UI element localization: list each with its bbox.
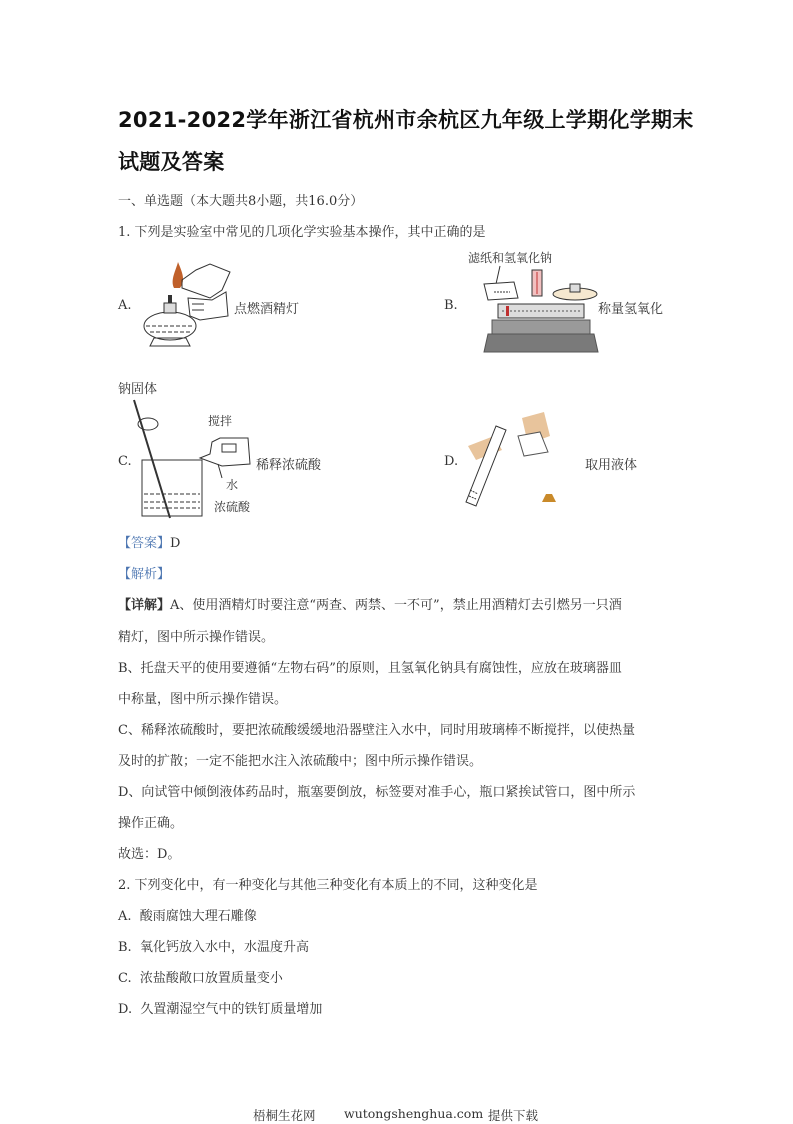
q1-option-b-label: B. (444, 298, 458, 313)
q2-option-b-text: 氧化钙放入水中，水温度升高 (139, 940, 309, 955)
explanation-line-4: 中称量，图中所示操作错误。 (118, 692, 288, 707)
q2-option-a (118, 905, 257, 924)
question-2-stem: 2. 下列变化中，有一种变化与其他三种变化有本质上的不同，这种变化是 (118, 878, 538, 893)
document-title-line2: 试题及答案 (118, 150, 225, 174)
q1-option-a-caption: 点燃酒精灯 (234, 302, 300, 317)
explanation-line-6: 及时的扩散；一定不能把水注入浓硫酸中；图中所示操作错误。 (118, 754, 483, 769)
balance-figure-label: 滤纸和氢氧化钠 (468, 251, 553, 265)
q2-option-d-label: D. (118, 1002, 133, 1017)
q2-option-d-text: 久置潮湿空气中的铁钉质量增加 (140, 1002, 323, 1017)
analysis-tag: 【解析】 (118, 567, 171, 582)
q1-option-c-caption: 稀释浓硫酸 (256, 458, 322, 473)
question-1-stem: 1. 下列是实验室中常见的几项化学实验基本操作，其中正确的是 (118, 225, 486, 240)
footer-site-name: 梧桐生花网 (253, 1108, 316, 1123)
acid-label: 浓硫酸 (214, 500, 251, 514)
q1-option-b-caption: 称量氢氧化 (598, 302, 664, 317)
alcohol-lamp-lighting-figure (140, 258, 240, 350)
answer-value: D (170, 536, 181, 551)
pour-liquid-figure (466, 410, 586, 510)
q1-option-c-label: C. (118, 454, 132, 469)
explanation-line-3: B、托盘天平的使用要遵循“左物右码”的原则，且氢氧化钠具有腐蚀性，应放在玻璃器皿 (118, 661, 622, 676)
explanation-line-5: C、稀释浓硫酸时，要把浓硫酸缓缓地沿器壁注入水中，同时用玻璃棒不断搅拌，以使热量 (118, 723, 635, 738)
q2-option-a-label: A. (118, 909, 132, 924)
q2-option-c-label: C. (118, 971, 132, 986)
q1-option-a-label: A. (118, 298, 132, 313)
explanation-line-7: D、向试管中倾倒液体药品时，瓶塞要倒放，标签要对准手心，瓶口紧挨试管口，图中所示 (118, 785, 636, 800)
q2-option-c-text: 浓盐酸敞口放置质量变小 (139, 971, 283, 986)
q2-option-b (118, 936, 309, 955)
water-label: 水 (226, 478, 239, 492)
explanation-text: A、使用酒精灯时要注意“两查、两禁、一不可”，禁止用酒精灯去引燃另一只酒 (170, 598, 622, 613)
answer-tag: 【答案】 (118, 536, 171, 551)
q2-option-c (118, 967, 283, 986)
q1-option-d-caption: 取用液体 (585, 458, 638, 473)
section-header: 一、单选题（本大题共8小题，共16.0分） (118, 194, 364, 209)
balance-weighing-figure (480, 264, 600, 356)
explanation-line-9: 故选：D。 (118, 847, 181, 862)
answer-line (118, 532, 180, 551)
explanation-line-8: 操作正确。 (118, 816, 184, 831)
q2-option-d (118, 998, 322, 1017)
footer-url[interactable]: wutongshenghua.com (344, 1106, 484, 1121)
q2-option-a-text: 酸雨腐蚀大理石雕像 (139, 909, 257, 924)
explanation-line-2: 精灯，图中所示操作错误。 (118, 630, 275, 645)
detail-tag: 【详解】 (118, 598, 171, 613)
stir-label: 搅拌 (208, 414, 233, 428)
q2-option-b-label: B. (118, 940, 132, 955)
document-title-line1: 2021-2022学年浙江省杭州市余杭区九年级上学期化学期末 (118, 108, 694, 132)
q1-option-d-label: D. (444, 454, 459, 469)
q1-option-b-caption-continued: 钠固体 (118, 382, 158, 397)
footer-note: 提供下载 (488, 1108, 539, 1123)
explanation-line-1 (118, 594, 622, 613)
